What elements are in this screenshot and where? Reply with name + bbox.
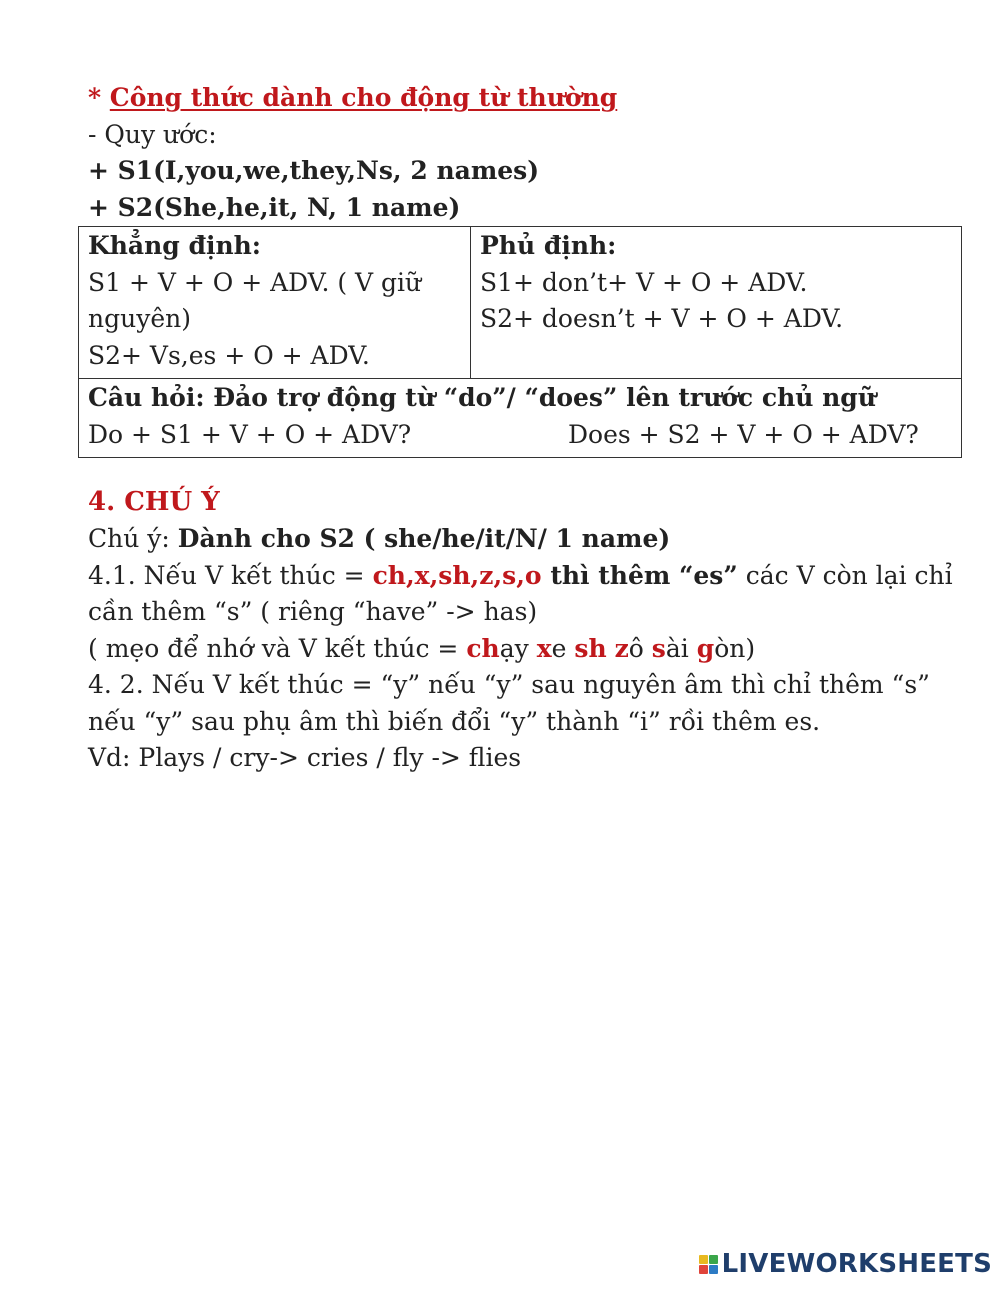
negative-line: S2+ doesn’t + V + O + ADV. (480, 304, 844, 333)
mnemonic-text (607, 634, 615, 663)
mnemonic-highlight: z (614, 633, 629, 663)
mnemonic-text: ài (665, 633, 697, 663)
affirmative-line: S1 + V + O + ADV. ( V giữ (88, 267, 422, 297)
rule-2-line-1: 4. 2. Nếu V kết thúc = “y” nếu “y” sau nguyên âm thì chỉ thêm “s” (88, 670, 930, 699)
notes-section (88, 483, 968, 777)
formula-table (78, 226, 962, 458)
title-star: * (88, 83, 102, 112)
question-cell (79, 379, 962, 458)
affirmative-heading: Khẳng định: (88, 231, 262, 260)
notes-intro (88, 521, 968, 558)
rule-1-es: thì thêm “es” (541, 560, 738, 590)
liveworksheets-logo (699, 1249, 992, 1279)
logo-square (709, 1265, 718, 1274)
rule-1-prefix: 4.1. Nếu V kết thúc = (88, 560, 373, 590)
mnemonic-text: ô (628, 633, 652, 663)
mnemonic-highlight: s (651, 633, 666, 663)
rule-1-endings: ch,x,sh,z,s,o (372, 560, 542, 590)
mnemonic (88, 631, 968, 668)
subject-group-s2: + S2(She,he,it, N, 1 name) (88, 192, 461, 222)
intro-label: Chú ý: (88, 524, 178, 553)
mnemonic-highlight: sh (574, 633, 607, 663)
mnemonic-highlight: g (696, 633, 715, 663)
rule-2-line-2: nếu “y” sau phụ âm thì biến đổi “y” thành “i” rồi thêm es. (88, 706, 821, 736)
logo-text: LIVEWORKSHEETS (721, 1249, 992, 1279)
formula-header (88, 80, 968, 226)
rule-1 (88, 558, 968, 595)
logo-square (699, 1265, 708, 1274)
negative-heading: Phủ định: (480, 231, 617, 260)
subject-group-s1: + S1(I,you,we,they,Ns, 2 names) (88, 156, 540, 185)
title-text: Công thức dành cho động từ thường (109, 83, 618, 112)
rule-1-suffix: các V còn lại chỉ (737, 560, 953, 590)
affirmative-line: nguyên) (88, 304, 191, 333)
affirmative-line: S2+ Vs,es + O + ADV. (88, 340, 370, 370)
logo-square (699, 1255, 708, 1264)
table-row (79, 379, 962, 458)
do-formula: Do + S1 + V + O + ADV? (88, 419, 412, 449)
affirmative-cell (79, 227, 471, 379)
logo-square (709, 1255, 718, 1264)
negative-line: S1+ don’t+ V + O + ADV. (480, 267, 808, 297)
rule-1-line-2: cần thêm “s” ( riêng “have” -> has) (88, 597, 538, 626)
mnemonic-highlight: ch (466, 633, 500, 663)
does-formula: Does + S2 + V + O + ADV? (568, 419, 919, 449)
question-formulas (88, 417, 953, 454)
notes-title: 4. CHÚ Ý (88, 487, 220, 517)
mnemonic-text: ạy (499, 633, 537, 663)
intro-bold: Dành cho S2 ( she/he/it/N/ 1 name) (177, 524, 671, 553)
example-line: Vd: Plays / cry-> cries / fly -> flies (88, 743, 522, 772)
negative-cell (471, 227, 962, 379)
table-row (79, 227, 962, 379)
section-title (88, 80, 968, 117)
mnemonic-text: ( mẹo để nhớ và V kết thúc = (88, 633, 467, 663)
mnemonic-text: òn) (714, 633, 756, 663)
convention-label: - Quy ước: (88, 119, 217, 149)
mnemonic-text: e (551, 633, 575, 663)
logo-mark-icon (699, 1255, 718, 1274)
question-heading: Câu hỏi: Đảo trợ động từ “do”/ “does” lên trước chủ ngữ (88, 383, 876, 412)
mnemonic-highlight: x (536, 633, 552, 663)
